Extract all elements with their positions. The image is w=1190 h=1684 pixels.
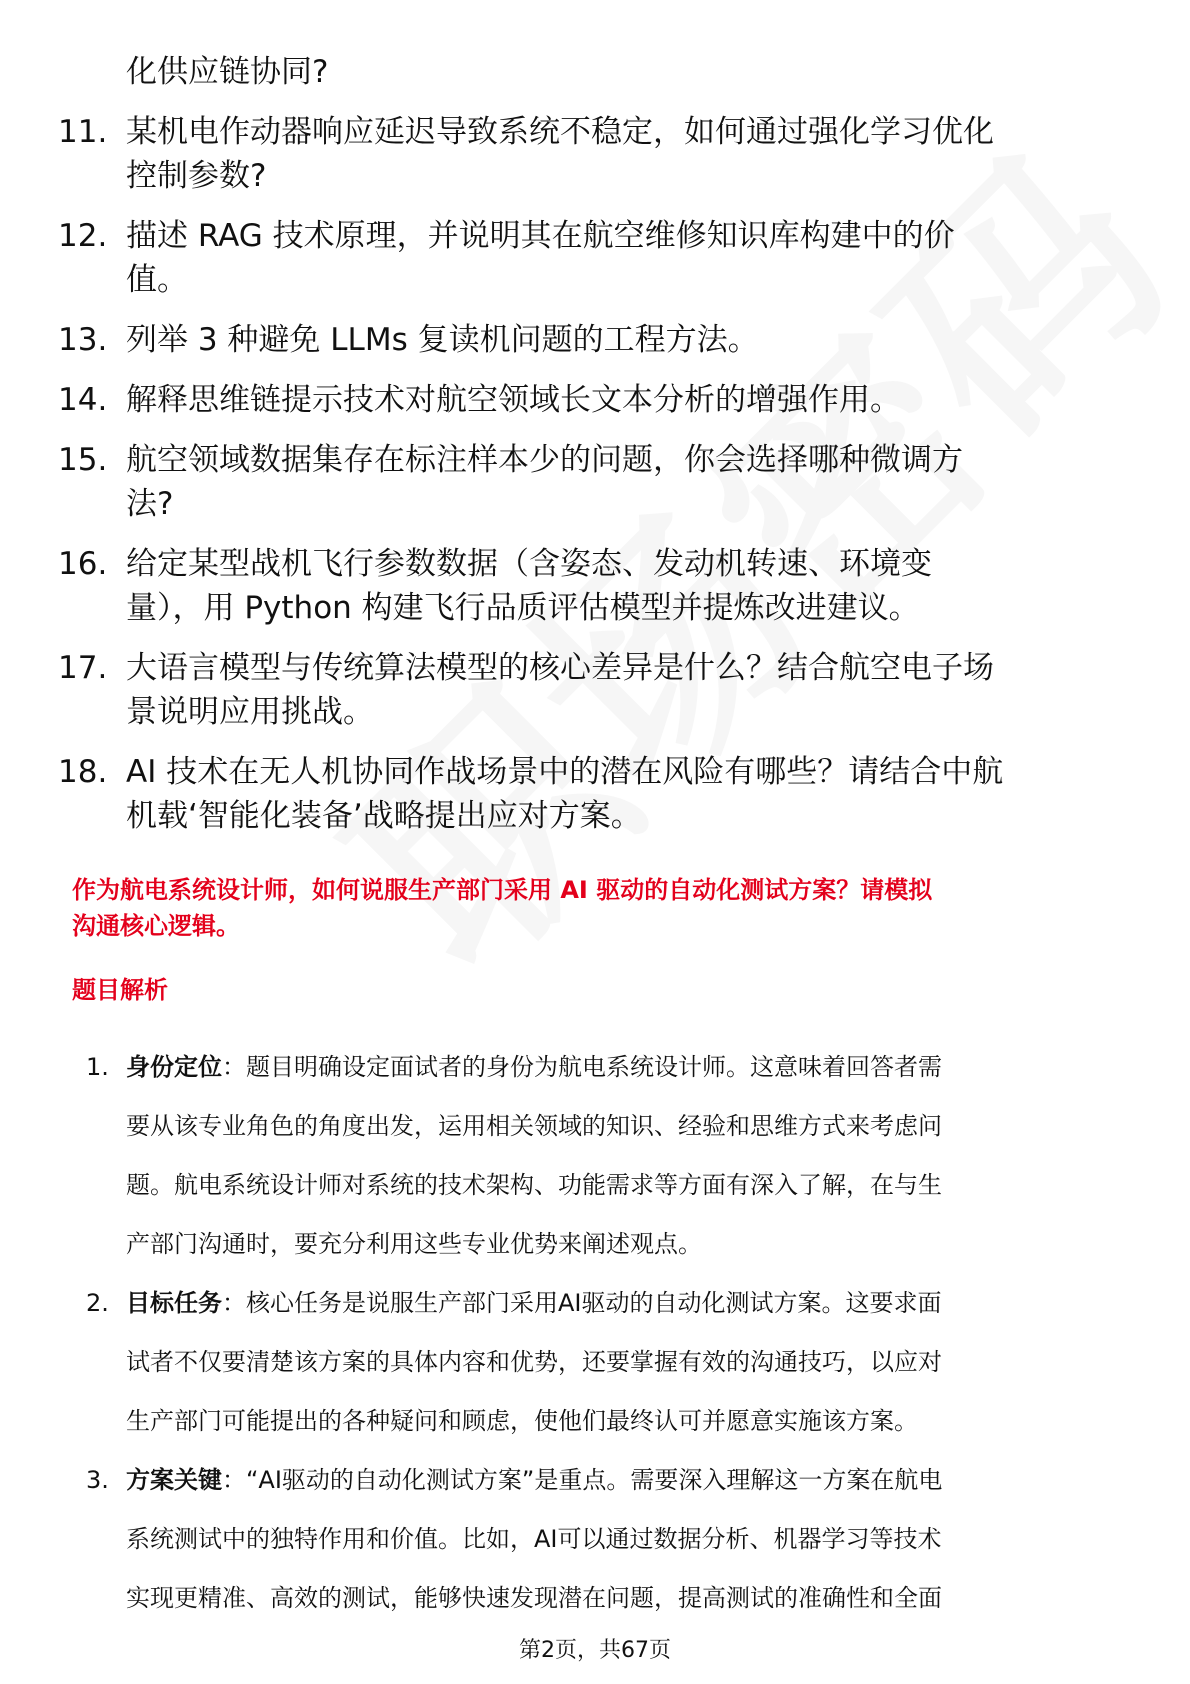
question-number: 14. xyxy=(58,382,108,418)
question-number: 12. xyxy=(58,218,108,254)
question-text: 航空领域数据集存在标注样本少的问题，你会选择哪种微调方 法? xyxy=(126,442,963,522)
analysis-heading: 题目解析 xyxy=(72,976,168,1004)
question-list xyxy=(58,110,1138,854)
analysis-number: 3. xyxy=(86,1466,109,1494)
question-item xyxy=(58,110,1138,198)
highlighted-question: 作为航电系统设计师，如何说服生产部门采用 AI 驱动的自动化测试方案？请模拟 沟通核心逻辑。 xyxy=(72,876,933,940)
question-text: 给定某型战机飞行参数数据（含姿态、发动机转速、环境变 量），用 Python 构建飞行品质评估模型并提炼改进建议。 xyxy=(126,546,932,626)
question-text: 解释思维链提示技术对航空领域长文本分析的增强作用。 xyxy=(126,382,901,418)
question-item xyxy=(58,318,1138,362)
analysis-label: 目标任务 xyxy=(126,1289,222,1317)
question-item xyxy=(58,646,1138,734)
question-item xyxy=(58,542,1138,630)
page-footer: 第2页，共67页 xyxy=(519,1638,671,1663)
question-number: 17. xyxy=(58,650,108,686)
analysis-number: 2. xyxy=(86,1289,109,1317)
question-number: 13. xyxy=(58,322,108,358)
analysis-number: 1. xyxy=(86,1053,109,1081)
question-number: 18. xyxy=(58,754,108,790)
question-number: 11. xyxy=(58,114,108,150)
question-item xyxy=(58,750,1138,838)
analysis-item: 2. 目标任务：核心任务是说服生产部门采用AI驱动的自动化测试方案。这要求面 试者不仅要清楚该方案的具体内容和优势，还要掌握有效的沟通技巧，以应对 生产部门可能提出的各种疑问和顾虑，使他们最终认可并愿意实施该方案。 xyxy=(86,1274,1146,1451)
analysis-label: 身份定位 xyxy=(126,1053,222,1081)
analysis-item: 1. 身份定位：题目明确设定面试者的身份为航电系统设计师。这意味着回答者需 要从该专业角色的角度出发，运用相关领域的知识、经验和思维方式来考虑问 题。航电系统设计师对系统的技术架构、功能需求等方面有深入了解，在与生 产部门沟通时，要充分利用这些专业优势来阐述观点。 xyxy=(86,1038,1146,1274)
analysis-label: 方案关键 xyxy=(126,1466,222,1494)
question-text: 列举 3 种避免 LLMs 复读机问题的工程方法。 xyxy=(126,322,759,358)
question-text: 大语言模型与传统算法模型的核心差异是什么？结合航空电子场 景说明应用挑战。 xyxy=(126,650,994,730)
question-item xyxy=(58,378,1138,422)
question-number: 16. xyxy=(58,546,108,582)
analysis-item: 3. 方案关键：“AI驱动的自动化测试方案”是重点。需要深入理解这一方案在航电 系统测试中的独特作用和价值。比如，AI可以通过数据分析、机器学习等技术 实现更精准、高效的测试，能够快速发现潜在问题，提高测试的准确性和全面 xyxy=(86,1451,1146,1628)
question-item xyxy=(58,214,1138,302)
question-item xyxy=(58,438,1138,526)
analysis-list xyxy=(86,1038,1146,1628)
question-number: 15. xyxy=(58,442,108,478)
question-text: AI 技术在无人机协同作战场景中的潜在风险有哪些？请结合中航 机载‘智能化装备’战略提出应对方案。 xyxy=(126,754,1004,834)
question-text: 描述 RAG 技术原理，并说明其在航空维修知识库构建中的价 值。 xyxy=(126,218,955,298)
question-text: 某机电作动器响应延迟导致系统不稳定，如何通过强化学习优化 控制参数? xyxy=(126,114,994,194)
question-continuation: 化供应链协同? xyxy=(126,54,329,90)
